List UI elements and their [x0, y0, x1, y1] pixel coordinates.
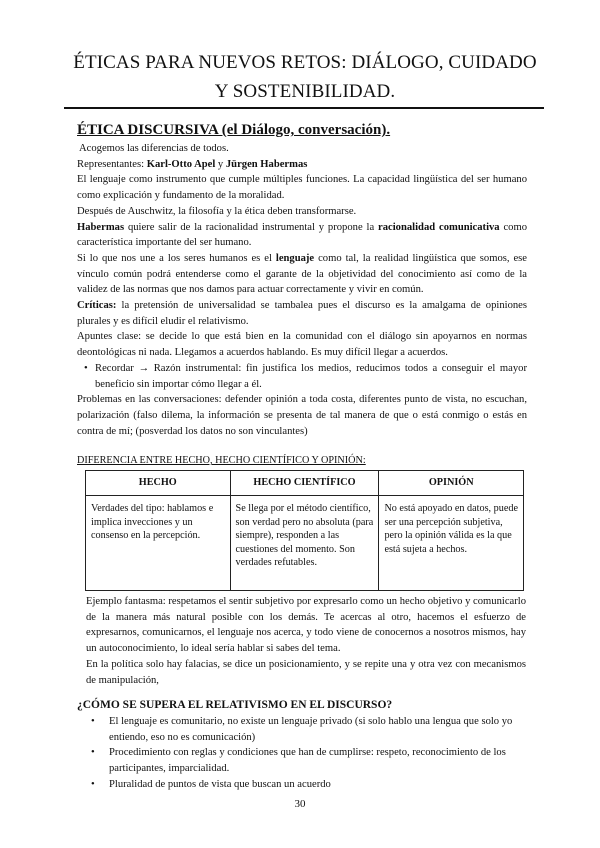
- page-number: 30: [294, 798, 306, 810]
- header-hecho: HECHO: [86, 471, 231, 496]
- paragraph-habermas: [77, 220, 527, 251]
- table-header-row: [86, 471, 524, 496]
- list-item-recordar: • Recordar → Razón instrumental: fin justifica los medios, reducimos todos a conseguir el mayor beneficio sin importar cómo llegar a él.: [95, 361, 527, 392]
- table-row: [86, 496, 524, 591]
- habermas-emphasis: Habermas: [77, 221, 125, 233]
- representante-habermas: Jürgen Habermas: [225, 158, 308, 170]
- paragraph-acogemos: Acogemos las diferencias de todos.: [79, 143, 229, 154]
- lenguaje-une-text-1: Si lo que nos une a los seres humanos es el: [77, 252, 276, 264]
- list-item: • El lenguaje es comunitario, no existe un lenguaje privado (si solo hablo una lengua que solo yo entiendo, eso no es comunicación): [109, 714, 527, 745]
- cell-hecho-cientifico: Se llega por el método científico, son verdad pero no absoluta (para siempre), responden a las cuestiones del momento. Son verdades refutables.: [230, 496, 379, 591]
- table-title: DIFERENCIA ENTRE HECHO, HECHO CIENTÍFICO Y OPINIÓN:: [77, 455, 366, 466]
- paragraph-politica: En la política solo hay falacias, se dice un posicionamiento, y se repite una y otra vez con mecanismos de manipulación,: [86, 658, 526, 686]
- section-heading-relativismo: ¿CÓMO SE SUPERA EL RELATIVISMO EN EL DISCURSO?: [77, 699, 393, 711]
- section-heading-etica-discursiva: ÉTICA DISCURSIVA (el Diálogo, conversación).: [77, 122, 391, 138]
- paragraph-apuntes-clase: Apuntes clase: se decide lo que está bien en la comunidad con el diálogo sin apoyarnos en normas deontológicas ni nada. Llegamos a acuerdos hablando. Es muy difícil llegar a acuerdos.: [77, 331, 527, 359]
- relativismo-list: [77, 714, 527, 793]
- section-body-ejemplo: [86, 594, 526, 688]
- racionalidad-comunicativa-emphasis: racionalidad comunicativa: [378, 221, 500, 233]
- paragraph-lenguaje-une: [77, 251, 527, 298]
- criticas-label: Críticas:: [77, 300, 117, 312]
- criticas-text: la pretensión de universalidad se tambalea pues el discurso es la amalgama de opiniones plurales y es difícil eludir el relativismo.: [77, 300, 527, 327]
- comparison-table: [85, 470, 524, 591]
- header-opinion: OPINIÓN: [379, 471, 524, 496]
- paragraph-criticas: [77, 298, 527, 329]
- habermas-text-1: quiere salir de la racionalidad instrumental y propone la: [124, 221, 379, 233]
- representante-apel: Karl-Otto Apel: [146, 158, 216, 170]
- document-title: ÉTICAS PARA NUEVOS RETOS: DIÁLOGO, CUIDADO Y SOSTENIBILIDAD.: [73, 52, 537, 102]
- list-item: • Pluralidad de puntos de vista que buscan un acuerdo: [109, 777, 527, 793]
- paragraph-representantes: [77, 157, 527, 173]
- lenguaje-une-text-2: como tal, la realidad lingüística que somos, ese vínculo común podrá entenderse como el garante de la objetividad del conocimiento así como de la validez de las normas que nos damos para actuar correctamente y vivir en común.: [77, 252, 528, 296]
- representantes-conjunction: y: [215, 158, 226, 170]
- cell-hecho: Verdades del tipo: hablamos e implica invecciones y un consenso en la percepción.: [86, 496, 231, 591]
- list-item: • Procedimiento con reglas y condiciones que han de cumplirse: respeto, reconocimiento de los participantes, imparcialidad.: [109, 745, 527, 776]
- title-divider: [64, 107, 544, 109]
- paragraph-problemas: Problemas en las conversaciones: defender opinión a toda costa, diferentes punto de vista, no escuchan, polarización (falso dilema, la información se presenta de tal manera de que o está conmigo o estás en contra de mí; (posverdad los datos no son vinculantes): [77, 394, 527, 437]
- recordar-list: [77, 361, 527, 392]
- paragraph-lenguaje-instrumento: El lenguaje como instrumento que cumple múltiples funciones. La capacidad lingüística del ser humano como explicación y fundamento de la moralidad.: [77, 174, 527, 202]
- paragraph-ejemplo-fantasma: Ejemplo fantasma: respetamos el sentir subjetivo por expresarlo como un hecho objetivo y comunicarlo de la manera más natural posible con los demás. Te acercas al otro, hacemos el esfuerzo de expresarnos, comunicarnos, el lenguaje nos acerca, y todo viene de conocernos a nosotros mismos, hay un autoconocimiento, lo ideal sería hablar si sabes del tema.: [86, 596, 526, 655]
- habermas-text-2: como característica importante del ser humano.: [77, 221, 528, 249]
- representantes-label: Representantes:: [77, 158, 147, 170]
- cell-opinion: No está apoyado en datos, puede ser una percepción subjetiva, pero la opinión válida es la que está sujeta a hechos.: [379, 496, 524, 591]
- relativismo-list-container: [77, 714, 527, 793]
- header-hecho-cientifico: HECHO CIENTÍFICO: [230, 471, 379, 496]
- section-body-etica-discursiva: [77, 141, 527, 439]
- paragraph-auschwitz: Después de Auschwitz, la filosofía y la ética deben transformarse.: [77, 205, 357, 217]
- lenguaje-emphasis: lenguaje: [275, 252, 315, 264]
